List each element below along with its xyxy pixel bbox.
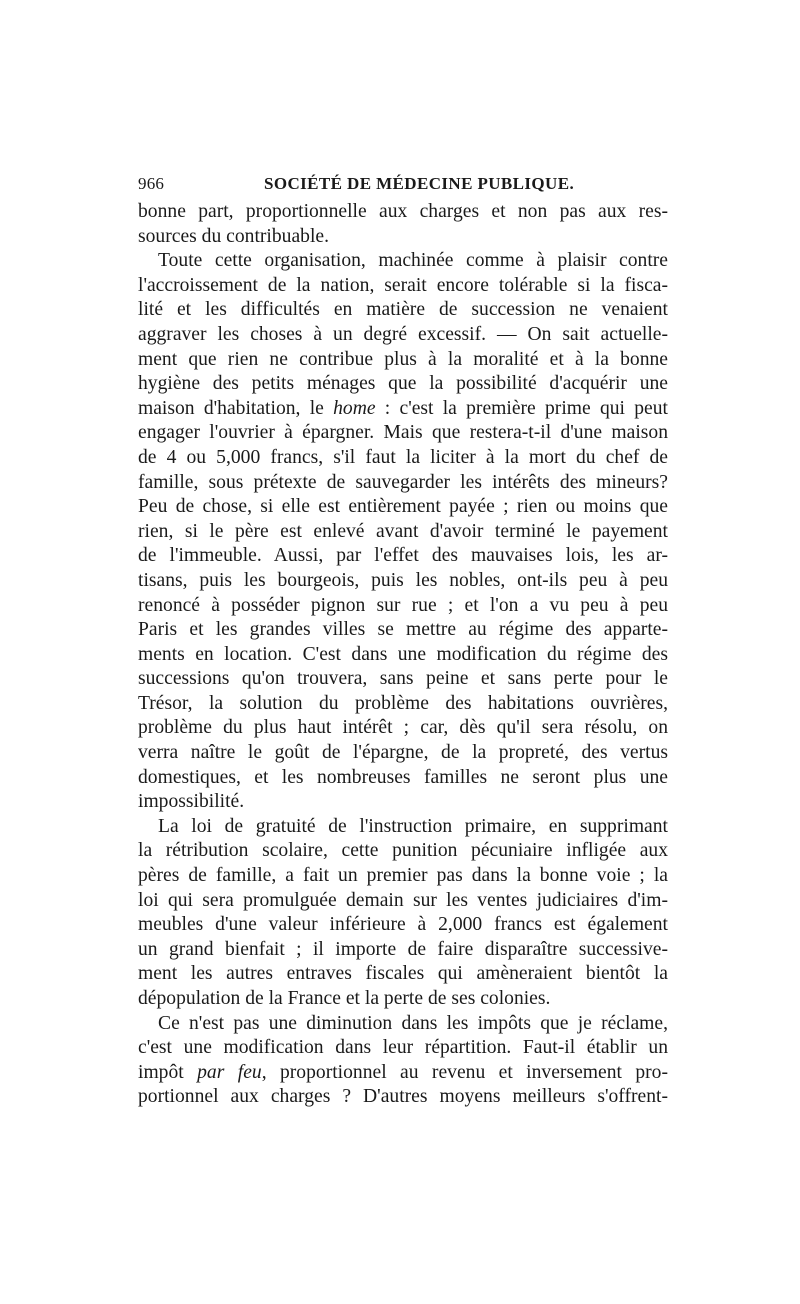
paragraph-start-line: Ce n'est pas une diminution dans les impôts que je réclame, [158, 1012, 668, 1034]
text-segment: maison d'habitation, le [138, 397, 334, 419]
text-line: meubles d'une valeur inférieure à 2,000 francs est également [138, 914, 668, 936]
text-line: pères de famille, a fait un premier pas dans la bonne voie ; la [138, 865, 668, 887]
text-segment: : c'est la première prime qui peut [375, 397, 668, 419]
text-line: tisans, puis les bourgeois, puis les nobles, ont-ils peu à peu [138, 569, 668, 591]
text-line: successions qu'on trouvera, sans peine et sans perte pour le [138, 668, 668, 690]
text-line: verra naître le goût de l'épargne, de la propreté, des vertus [138, 742, 668, 764]
text-line: rien, si le père est enlevé avant d'avoir terminé le payement [138, 520, 668, 542]
text-line: de l'immeuble. Aussi, par l'effet des mauvaises lois, les ar- [138, 545, 668, 567]
text-line: impossibilité. [138, 791, 245, 813]
text-line: la rétribution scolaire, cette punition pécuniaire infligée aux [138, 840, 668, 862]
text-line [138, 397, 668, 422]
running-title: SOCIÉTÉ DE MÉDECINE PUBLIQUE. [264, 174, 575, 193]
paragraph-start-line: Toute cette organisation, machinée comme à plaisir contre [158, 250, 668, 272]
text-line [138, 1061, 668, 1086]
text-line: l'accroissement de la nation, serait encore tolérable si la fisca- [138, 274, 668, 296]
text-line: ment les autres entraves fiscales qui amèneraient bientôt la [138, 963, 668, 985]
text-line: ments en location. C'est dans une modification du régime des [138, 643, 668, 665]
text-line: de 4 ou 5,000 francs, s'il faut la liciter à la mort du chef de [138, 446, 668, 468]
text-line: problème du plus haut intérêt ; car, dès qu'il sera résolu, on [138, 717, 668, 739]
text-line: Paris et les grandes villes se mettre au régime des apparte- [138, 619, 668, 641]
page-number: 966 [138, 174, 165, 193]
text-line: un grand bienfait ; il importe de faire disparaître successive- [138, 938, 668, 960]
text-line: bonne part, proportionnelle aux charges et non pas aux res- [138, 201, 668, 222]
text-line: lité et les difficultés en matière de succession ne venaient [138, 299, 668, 321]
document-page [138, 166, 668, 1110]
text-line: c'est une modification dans leur répartition. Faut-il établir un [138, 1037, 668, 1059]
italic-term: par feu [197, 1061, 262, 1083]
text-line: domestiques, et les nombreuses familles ne seront plus une [138, 766, 668, 788]
text-line: hygiène des petits ménages que la possibilité d'acquérir une [138, 373, 668, 395]
text-line: famille, sous prétexte de sauvegarder les intérêts des mineurs? [138, 471, 668, 493]
text-line: aggraver les choses à un degré excessif. — On sait actuelle- [138, 323, 668, 345]
text-line: portionnel aux charges ? D'autres moyens meilleurs s'offrent- [138, 1086, 668, 1108]
text-line: Peu de chose, si elle est entièrement payée ; rien ou moins que [138, 496, 668, 518]
text-line: ment que rien ne contribue plus à la moralité et à la bonne [138, 348, 668, 370]
body-text [138, 200, 668, 1110]
text-segment: , proportionnel au revenu et inversement pro- [261, 1061, 668, 1083]
italic-term: home [333, 397, 376, 419]
text-line: dépopulation de la France et la perte de ses colonies. [138, 988, 551, 1009]
text-line: sources du contribuable. [138, 225, 329, 247]
text-line: engager l'ouvrier à épargner. Mais que restera-t-il d'une maison [138, 422, 668, 444]
text-line: loi qui sera promulguée demain sur les ventes judiciaires d'im- [138, 889, 668, 911]
text-line: Trésor, la solution du problème des habitations ouvrières, [138, 692, 668, 714]
text-line: renoncé à posséder pignon sur rue ; et l'on a vu peu à peu [138, 594, 668, 616]
text-segment: impôt [138, 1061, 198, 1083]
paragraph-start-line: La loi de gratuité de l'instruction primaire, en supprimant [158, 815, 668, 837]
running-header [138, 166, 668, 200]
